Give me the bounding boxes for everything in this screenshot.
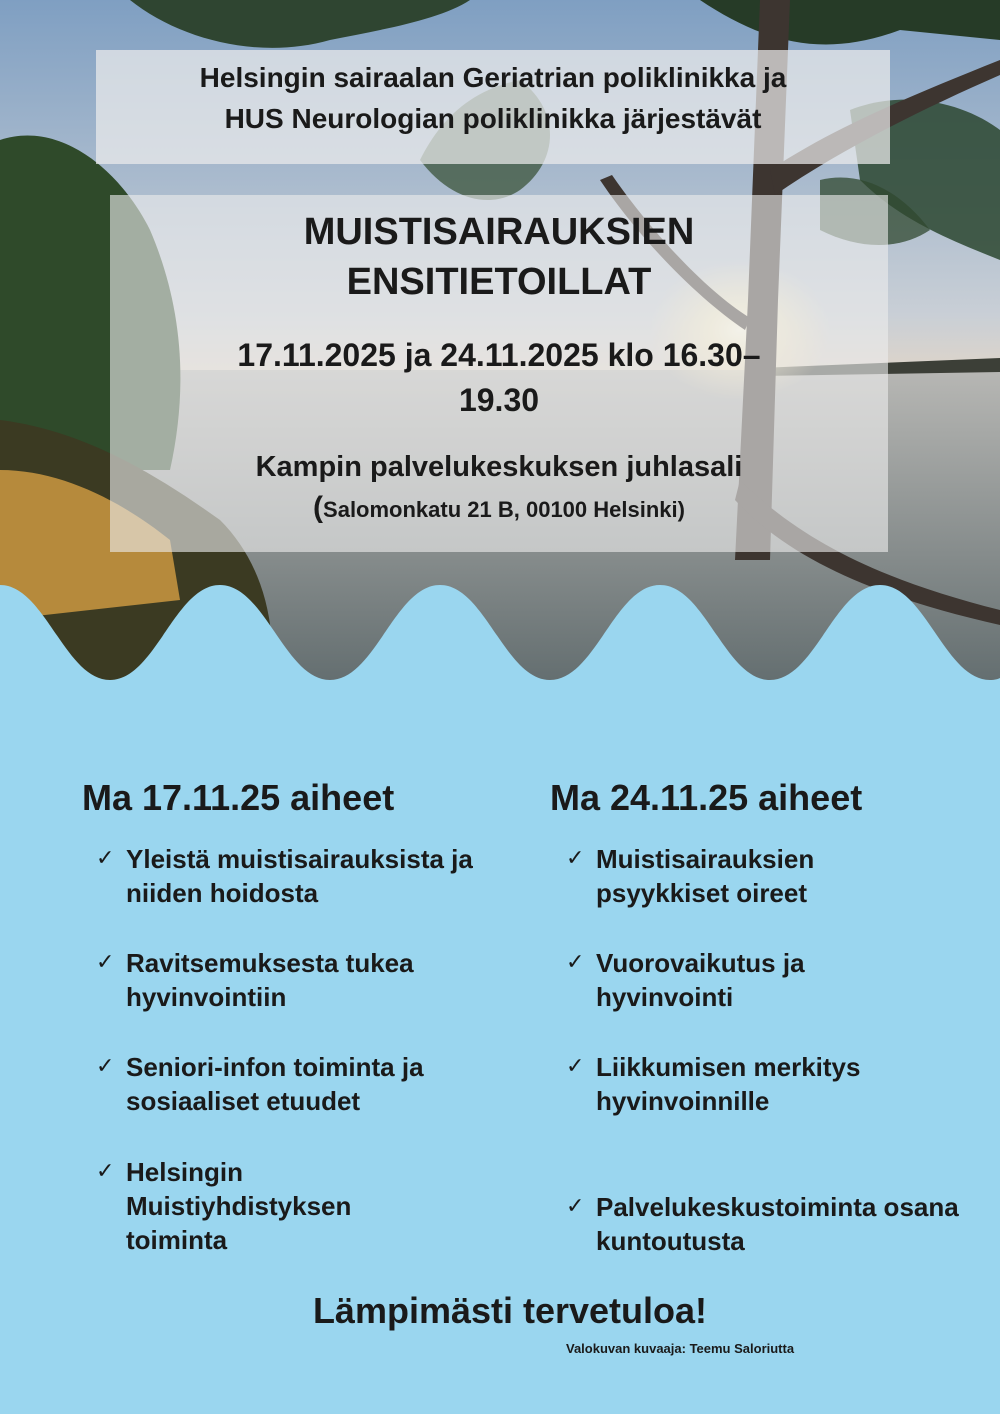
check-icon: ✓	[96, 950, 115, 975]
address-text: Salomonkatu 21 B, 00100 Helsinki)	[323, 497, 685, 522]
day1-topic: ✓ Seniori-infon toiminta ja sosiaaliset etuudet	[96, 1052, 424, 1116]
check-icon: ✓	[566, 846, 585, 871]
organizers-line-2: HUS Neurologian poliklinikka järjestävät	[224, 103, 762, 134]
day2-topic: ✓ Palvelukeskustoiminta osana kuntoutusta	[566, 1192, 959, 1256]
day1-topic: ✓ Helsingin Muistiyhdistyksen toiminta	[96, 1157, 352, 1255]
welcome-text: Lämpimästi tervetuloa!	[312, 1290, 708, 1331]
check-icon: ✓	[96, 1054, 115, 1079]
event-dates-line-1: 17.11.2025 ja 24.11.2025 klo 16.30–	[237, 337, 761, 373]
day1-heading: Ma 17.11.25 aiheet	[82, 777, 395, 818]
check-icon: ✓	[566, 1194, 585, 1219]
event-title-line-1: MUISTISAIRAUKSIEN	[303, 211, 695, 253]
event-title-line-2: ENSITIETOILLAT	[346, 261, 652, 303]
event-address	[110, 490, 888, 528]
day2-topic: ✓ Muistisairauksien psyykkiset oireet	[566, 844, 815, 908]
photo-credit: Valokuvan kuvaaja: Teemu Saloriutta	[566, 1341, 795, 1356]
day1-topic: ✓ Yleistä muistisairauksista ja niiden hoidosta	[96, 844, 473, 908]
check-icon: ✓	[96, 1159, 115, 1184]
check-icon: ✓	[566, 950, 585, 975]
check-icon: ✓	[566, 1054, 585, 1079]
day2-heading: Ma 24.11.25 aiheet	[550, 777, 863, 818]
day2-topic: ✓ Vuorovaikutus ja hyvinvointi	[566, 948, 805, 1012]
check-icon: ✓	[96, 846, 115, 871]
address-open-paren: (	[313, 491, 324, 524]
day2-topic: ✓ Liikkumisen merkitys hyvinvoinnille	[566, 1052, 861, 1116]
event-dates-line-2: 19.30	[458, 382, 540, 418]
event-venue: Kampin palvelukeskuksen juhlasali	[255, 451, 743, 483]
day1-topic: ✓ Ravitsemuksesta tukea hyvinvointiin	[96, 948, 414, 1012]
organizers-line-1: Helsingin sairaalan Geriatrian poliklinikka ja	[199, 62, 787, 93]
